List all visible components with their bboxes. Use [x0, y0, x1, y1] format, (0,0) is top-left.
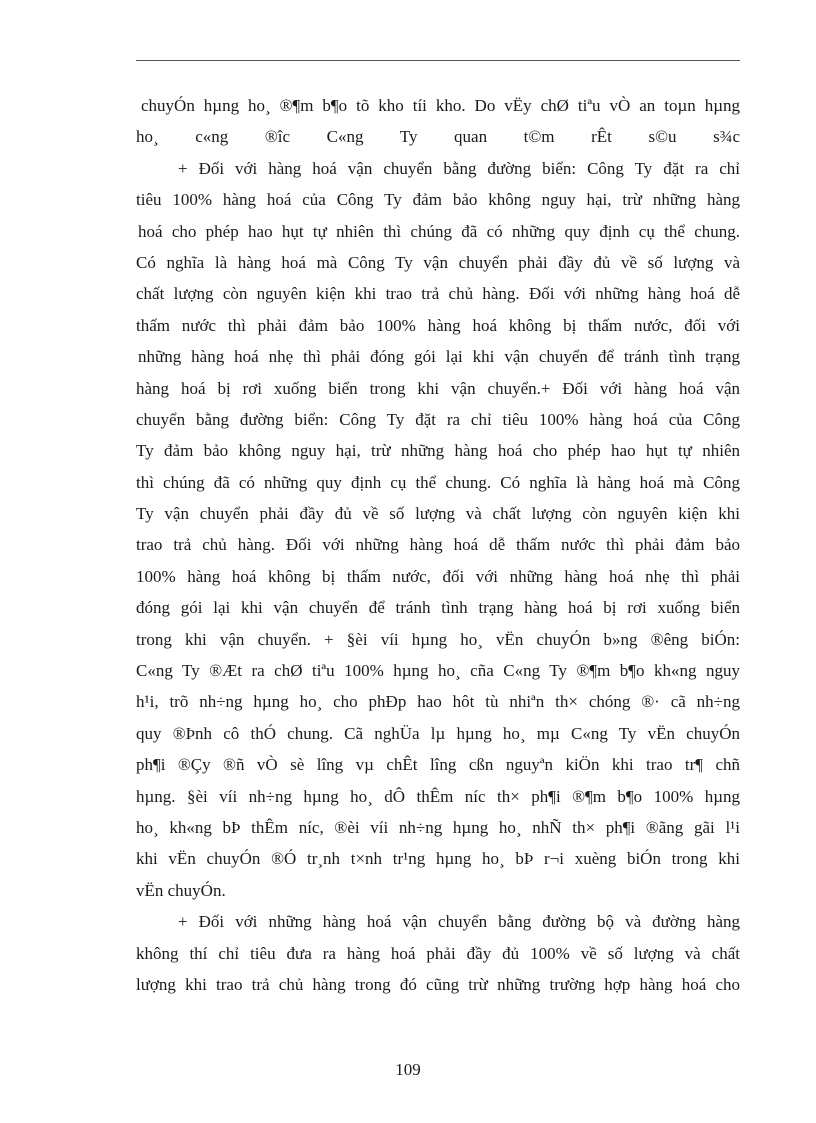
text-line: + Đối với hàng hoá vận chuyển bằng đường biển: Công Ty đặt ra chỉ	[178, 158, 740, 178]
text-line: 100% hàng hoá không bị thấm nước, đối với những hàng hoá nhẹ thì phải	[136, 566, 740, 586]
text-line: + Đối với những hàng hoá vận chuyển bằng đường bộ và đường hàng	[178, 912, 740, 932]
text-line: chất lượng còn nguyên kiện khi trao trả chủ hàng. Đối với những hàng hoá dễ	[136, 284, 740, 304]
text-line: khi vËn chuyÓn ®Ó tr¸nh t×nh tr¹ng hµng ho¸ bÞ r¬i xuèng biÓn trong khi	[136, 849, 740, 869]
body-text	[136, 90, 740, 1000]
text-line: Ty đảm bảo không nguy hại, trừ những hàng hoá cho phép hao hụt tự nhiên	[136, 441, 740, 461]
page-number: 109	[395, 1060, 421, 1079]
text-line: trao trả chủ hàng. Đối với những hàng hoá dễ thấm nước thì phải đảm bảo	[136, 535, 740, 555]
text-line: những hàng hoá nhẹ thì phải đóng gói lại khi vận chuyển để tránh tình trạng	[138, 347, 740, 367]
text-line: chuyển bằng đường biển: Công Ty đặt ra chỉ tiêu 100% hàng hoá của Công	[136, 409, 740, 429]
text-line: lượng khi trao trả chủ hàng trong đó cũng trừ những trường hợp hàng hoá cho	[136, 974, 740, 994]
text-line: hµng. §èi víi nh÷ng hµng ho¸ dÔ thÊm níc th× ph¶i ®¶m b¶o 100% hµng	[136, 786, 740, 806]
text-line: thì chúng đã có những quy định cụ thể chung. Có nghĩa là hàng hoá mà Công	[136, 472, 740, 492]
text-line: thấm nước thì phải đảm bảo 100% hàng hoá không bị thấm nước, đối với	[136, 315, 740, 335]
text-line: quy ®Þnh cô thÓ chung. Cã nghÜa lµ hµng ho¸ mµ C«ng Ty vËn chuyÓn	[136, 723, 740, 743]
text-line: h¹i, trõ nh÷ng hµng ho¸ cho phÐp hao hôt tù nhiªn th× chóng ®· cã nh÷ng	[136, 692, 740, 712]
text-line: Ty vận chuyển phải đầy đủ về số lượng và chất lượng còn nguyên kiện khi	[136, 504, 740, 524]
text-line: hoá cho phép hao hụt tự nhiên thì chúng đã có những quy định cụ thể chung.	[138, 221, 740, 241]
text-line: ph¶i ®Çy ®ñ vÒ sè lîng vµ chÊt lîng cßn nguyªn kiÖn khi trao tr¶ chñ	[136, 755, 740, 775]
text-line: không thí chỉ tiêu đưa ra hàng hoá phải đầy đủ 100% về số lượng và chất	[136, 943, 740, 963]
text-line: ho¸ kh«ng bÞ thÊm níc, ®èi víi nh÷ng hµng ho¸ nhÑ th× ph¶i ®ãng gãi l¹i	[136, 817, 740, 837]
text-line: chuyÓn hµng ho¸ ®¶m b¶o tõ kho tíi kho. Do vËy chØ tiªu vÒ an toµn hµng	[141, 96, 740, 115]
text-line: C«ng Ty ®Æt ra chØ tiªu 100% hµng ho¸ cña C«ng Ty ®¶m b¶o kh«ng nguy	[136, 661, 740, 681]
text-line: đóng gói lại khi vận chuyển để tránh tình trạng hàng hoá bị rơi xuống biển	[136, 598, 740, 618]
text-line: trong khi vận chuyển. + §èi víi hµng ho¸ vËn chuyÓn b»ng ®êng biÓn:	[136, 629, 740, 649]
header-rule	[136, 60, 740, 61]
text-line: tiêu 100% hàng hoá của Công Ty đảm bảo không nguy hại, trừ những hàng	[136, 190, 740, 210]
text-line: hàng hoá bị rơi xuống biển trong khi vận chuyển.+ Đối với hàng hoá vận	[136, 378, 740, 398]
text-line: vËn chuyÓn.	[136, 880, 226, 900]
text-line: Có nghĩa là hàng hoá mà Công Ty vận chuyển phải đầy đủ về số lượng và	[136, 252, 740, 272]
text-line: ho¸ c«ng ®îc C«ng Ty quan t©m rÊt s©u s¾c	[136, 127, 740, 147]
